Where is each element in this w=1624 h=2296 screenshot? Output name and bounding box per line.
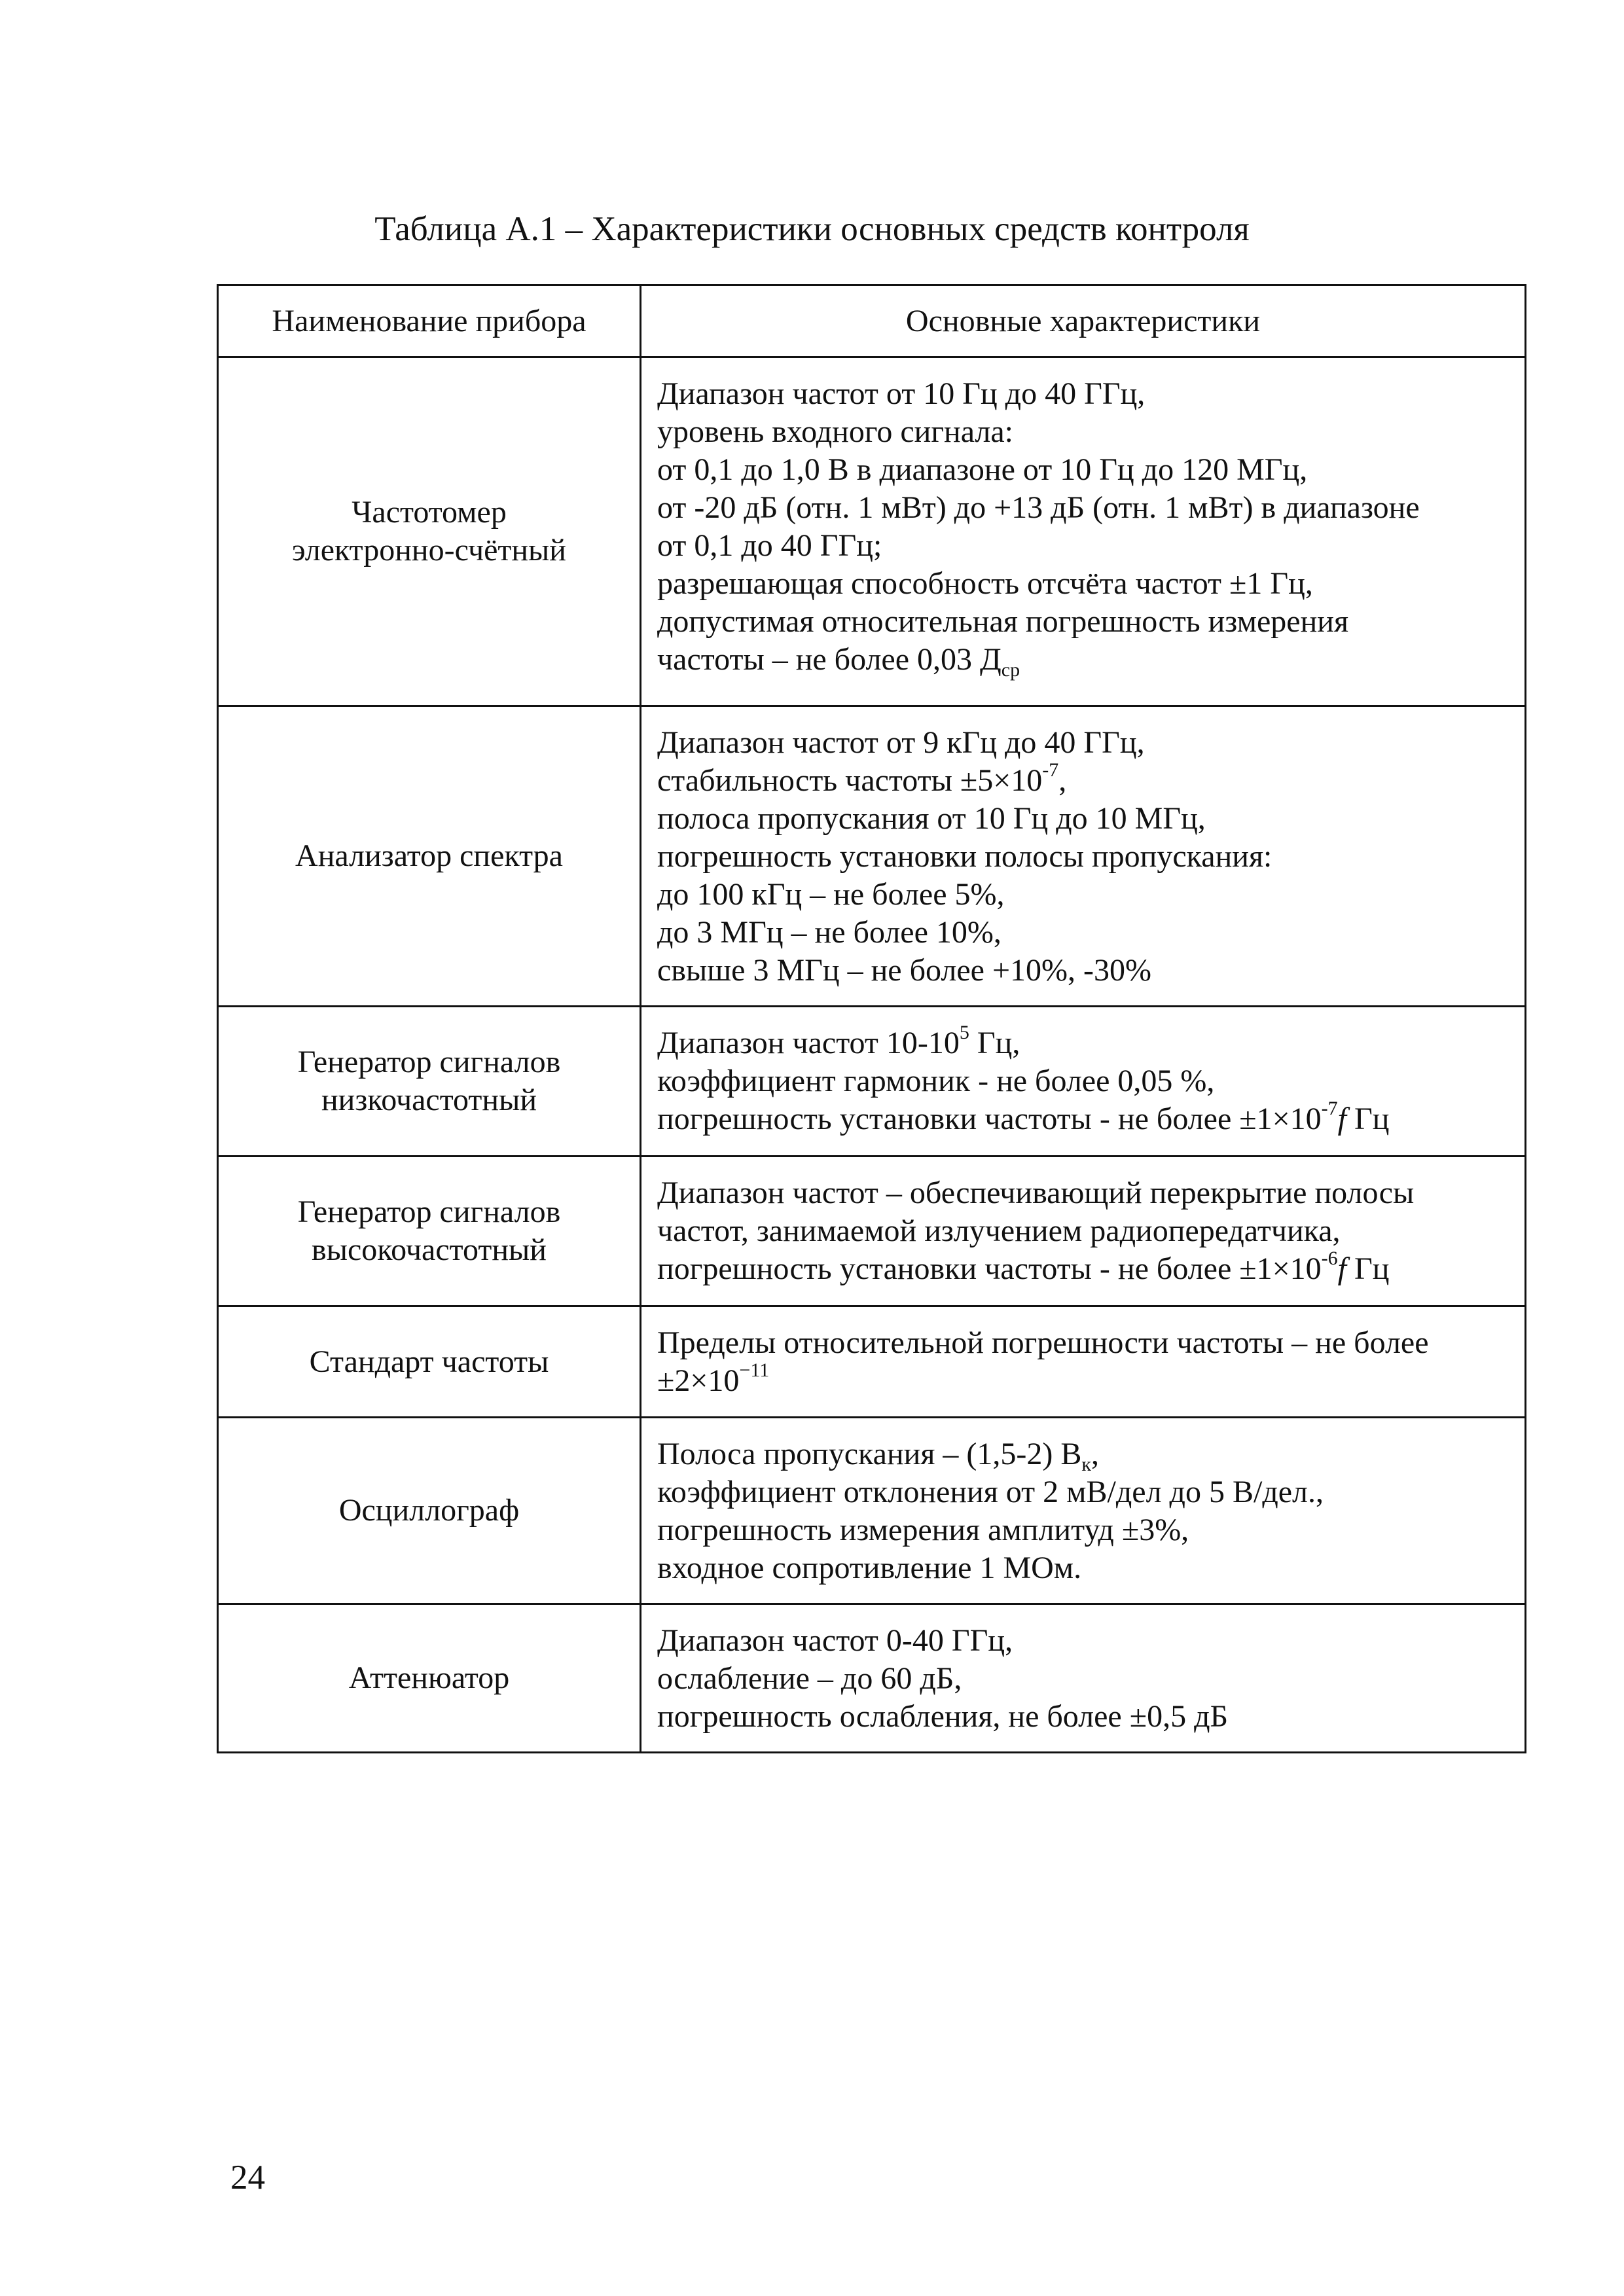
- characteristic-line: погрешность установки полосы пропускания:: [657, 839, 1272, 874]
- instrument-name-cell: [218, 1157, 641, 1306]
- instrument-name-line: Аттенюатор: [348, 1660, 510, 1695]
- characteristic-line: до 100 кГц – не более 5%,: [657, 877, 1005, 912]
- characteristic-line: [657, 1024, 1509, 1062]
- superscript-exponent: 5: [959, 1022, 969, 1043]
- characteristic-line: погрешность измерения амплитуд ±3%,: [657, 1513, 1189, 1547]
- characteristic-line: [657, 1435, 1509, 1473]
- subscript-index: ср: [1001, 659, 1020, 681]
- characteristic-text: Полоса пропускания – (1,5-2) В: [657, 1437, 1082, 1471]
- instrument-name-line: Осциллограф: [338, 1493, 520, 1528]
- characteristic-text: ±2×10: [657, 1363, 740, 1398]
- characteristics-cell: [641, 1306, 1526, 1418]
- characteristic-line: полоса пропускания от 10 Гц до 10 МГц,: [657, 801, 1206, 836]
- characteristic-line: погрешность ослабления, не более ±0,5 дБ: [657, 1699, 1229, 1734]
- characteristic-text: Диапазон частот 10-10: [657, 1026, 960, 1060]
- characteristic-line: ослабление – до 60 дБ,: [657, 1661, 962, 1696]
- characteristic-line: Диапазон частот 0-40 ГГц,: [657, 1623, 1013, 1658]
- table-caption: Таблица А.1 – Характеристики основных средств контроля: [374, 210, 1250, 248]
- characteristics-cell: [641, 357, 1526, 706]
- characteristic-text: частоты – не более 0,03 Д: [657, 642, 1001, 677]
- characteristic-text-tail: ,: [1091, 1437, 1099, 1471]
- superscript-exponent: -7: [1042, 759, 1059, 781]
- table-row: [218, 1157, 1526, 1306]
- characteristic-text-tail: Гц,: [969, 1026, 1020, 1060]
- characteristic-line: Диапазон частот от 10 Гц до 40 ГГц,: [657, 376, 1146, 411]
- characteristic-line: [657, 759, 1509, 800]
- characteristics-cell: [641, 1418, 1526, 1604]
- frequency-symbol: f: [1337, 1102, 1346, 1136]
- instrument-name-cell: [218, 357, 641, 706]
- table-row: [218, 1007, 1526, 1157]
- subscript-index: к: [1081, 1454, 1091, 1475]
- table-row: [218, 706, 1526, 1007]
- instruments-table: [217, 284, 1526, 1753]
- characteristic-text-tail: Гц: [1346, 1102, 1390, 1136]
- characteristic-text: погрешность установки частоты - не более ±1×10: [657, 1102, 1322, 1136]
- instrument-name-cell: [218, 1604, 641, 1753]
- instrument-name-line: Частотомер: [352, 495, 507, 529]
- instrument-name-line: Стандарт частоты: [309, 1344, 549, 1379]
- characteristic-text-tail: ,: [1058, 763, 1067, 798]
- characteristic-text: стабильность частоты ±5×10: [657, 763, 1043, 798]
- frequency-symbol: f: [1337, 1251, 1346, 1286]
- instrument-name-cell: [218, 1306, 641, 1418]
- superscript-exponent: -7: [1321, 1098, 1338, 1119]
- table-row: [218, 1418, 1526, 1604]
- characteristic-line: Диапазон частот от 9 кГц до 40 ГГц,: [657, 725, 1145, 760]
- page-number: 24: [230, 2159, 265, 2197]
- table-row: [218, 357, 1526, 706]
- characteristics-cell: [641, 1007, 1526, 1157]
- instrument-name-cell: [218, 1418, 641, 1604]
- characteristic-line: уровень входного сигнала:: [657, 414, 1014, 449]
- characteristic-line: от 0,1 до 1,0 В в диапазоне от 10 Гц до 120 МГц,: [657, 452, 1308, 487]
- characteristic-line: [657, 1359, 1509, 1400]
- characteristic-line: от 0,1 до 40 ГГц;: [657, 528, 882, 563]
- instrument-name-line: низкочастотный: [321, 1083, 537, 1117]
- characteristic-line: [657, 1247, 1509, 1288]
- table-row: [218, 1306, 1526, 1418]
- table-body: [218, 357, 1526, 1753]
- characteristic-line: Диапазон частот – обеспечивающий перекрытие полосы: [657, 1175, 1415, 1210]
- instrument-name-line: электронно-счётный: [292, 533, 566, 567]
- characteristic-line: [657, 1100, 1509, 1138]
- characteristic-line: частот, занимаемой излучением радиопередатчика,: [657, 1213, 1341, 1248]
- instrument-name-line: Генератор сигналов: [297, 1045, 561, 1079]
- column-header-instrument-name: Наименование прибора: [218, 285, 641, 357]
- instrument-name-line: высокочастотный: [312, 1232, 547, 1267]
- column-header-characteristics: Основные характеристики: [641, 285, 1526, 357]
- instrument-name-line: Генератор сигналов: [297, 1194, 561, 1229]
- characteristics-cell: [641, 1157, 1526, 1306]
- characteristic-line: свыше 3 МГц – не более +10%, -30%: [657, 953, 1151, 988]
- instrument-name-line: Анализатор спектра: [295, 838, 563, 873]
- characteristic-line: разрешающая способность отсчёта частот ±1 Гц,: [657, 566, 1313, 601]
- instrument-name-cell: [218, 706, 641, 1007]
- characteristic-line: входное сопротивление 1 МОм.: [657, 1551, 1082, 1585]
- characteristic-line: допустимая относительная погрешность измерения: [657, 604, 1349, 639]
- table-row: [218, 1604, 1526, 1753]
- table-header-row: [218, 285, 1526, 357]
- characteristics-cell: [641, 706, 1526, 1007]
- characteristic-text-tail: Гц: [1346, 1251, 1390, 1286]
- characteristic-line: коэффициент отклонения от 2 мВ/дел до 5 В/дел.,: [657, 1475, 1324, 1509]
- superscript-exponent: -6: [1321, 1247, 1338, 1269]
- characteristic-line: коэффициент гармоник - не более 0,05 %,: [657, 1064, 1215, 1098]
- characteristic-line: Пределы относительной погрешности частоты – не более: [657, 1325, 1429, 1360]
- characteristic-line: [657, 641, 1509, 679]
- characteristic-line: от -20 дБ (отн. 1 мВт) до +13 дБ (отн. 1 мВт) в диапазоне: [657, 490, 1420, 525]
- instrument-name-cell: [218, 1007, 641, 1157]
- superscript-exponent: −11: [739, 1359, 770, 1381]
- characteristics-cell: [641, 1604, 1526, 1753]
- characteristic-line: до 3 МГц – не более 10%,: [657, 915, 1001, 950]
- characteristic-text: погрешность установки частоты - не более ±1×10: [657, 1251, 1322, 1286]
